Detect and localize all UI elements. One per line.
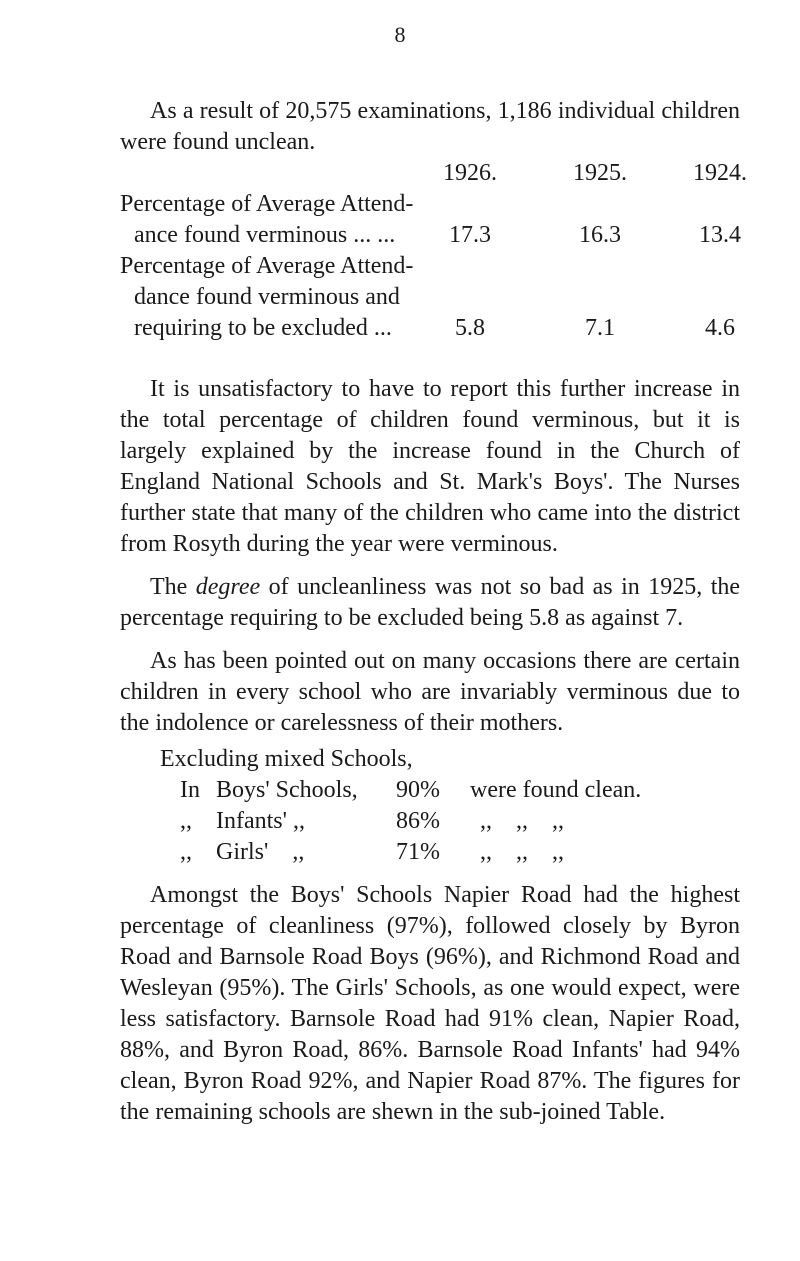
intro-text: As a result of 20,575 examinations, 1,186 individual children were found unclean. bbox=[120, 98, 740, 155]
stats-row-2-line-2 bbox=[120, 282, 740, 313]
year-1924: 1924. bbox=[693, 160, 747, 186]
cleanliness-school: Infants' ,, bbox=[216, 808, 305, 834]
cleanliness-percentage: 71% bbox=[396, 839, 440, 865]
cleanliness-tail: ,, ,, ,, bbox=[480, 839, 564, 865]
cleanliness-row bbox=[160, 775, 720, 806]
final-paragraph-block bbox=[120, 880, 740, 1128]
cleanliness-summary bbox=[160, 744, 720, 868]
paragraph-degree-end: of uncleanliness was not so bad as in 1925, the percentage requiring to be excluded being 5.8 as against 7. bbox=[120, 574, 741, 631]
cleanliness-prefix: ,, bbox=[180, 839, 192, 865]
cleanliness-school: Boys' Schools, bbox=[216, 777, 358, 803]
body-paragraphs bbox=[120, 374, 740, 739]
cleanliness-percentage: 90% bbox=[396, 777, 440, 803]
verminous-stats-table bbox=[120, 158, 747, 344]
paragraph-boys-schools: Amongst the Boys' Schools Napier Road had the highest percentage of cleanliness (97%), followed closely by Byron Road and Barnsole Road Boys (96%), and Richmond Road and Wesleyan (95%). The Girls' Schools, as one would expect, were less satisfactory. Barnsole Road had 91% clean, Napier Road, 88%, and Byron Road, 86%. Barnsole Road Infants' had 94% clean, Byron Road 92%, and Napier Road 87%. The figures for the remaining schools are shewn in the sub-joined Table. bbox=[120, 882, 740, 1125]
year-1925: 1925. bbox=[573, 160, 627, 186]
stats-row-label: requiring to be excluded ... bbox=[134, 315, 392, 341]
stats-value: 7.1 bbox=[585, 315, 615, 341]
stats-row-2-line-1 bbox=[120, 251, 740, 282]
paragraph-vermin-occasions: As has been pointed out on many occasions there are certain children in every school who are invariably verminous due to the indolence or carelessness of their mothers. bbox=[120, 648, 740, 736]
stats-value: 17.3 bbox=[449, 222, 491, 248]
stats-value: 4.6 bbox=[705, 315, 735, 341]
cleanliness-prefix: ,, bbox=[180, 808, 192, 834]
stats-value: 16.3 bbox=[579, 222, 621, 248]
cleanliness-heading-text: Excluding mixed Schools, bbox=[160, 746, 413, 772]
cleanliness-percentage: 86% bbox=[396, 808, 440, 834]
cleanliness-school: Girls' ,, bbox=[216, 839, 305, 865]
stats-row-label: Percentage of Average Attend- bbox=[120, 191, 414, 217]
stats-year-header bbox=[120, 158, 747, 189]
stats-row-label: Percentage of Average Attend- bbox=[120, 253, 414, 279]
cleanliness-tail: were found clean. bbox=[470, 777, 642, 803]
stats-row-label: ance found verminous ... ... bbox=[134, 222, 396, 248]
stats-row-1-line-2 bbox=[120, 220, 740, 251]
cleanliness-tail: ,, ,, ,, bbox=[480, 808, 564, 834]
stats-row-label: dance found verminous and bbox=[134, 284, 400, 310]
stats-value: 13.4 bbox=[699, 222, 741, 248]
stats-row-2-line-3 bbox=[120, 313, 740, 344]
stats-value: 5.8 bbox=[455, 315, 485, 341]
paragraph-unsatisfactory: It is unsatisfactory to have to report this further increase in the total percentage of children found verminous, but it is largely explained by the increase found in the Church of England National Schools and St. Mark's Boys'. The Nurses further state that many of the children who came into the district from Rosyth during the year were verminous. bbox=[120, 376, 740, 557]
cleanliness-row bbox=[160, 806, 720, 837]
paragraph-degree bbox=[120, 572, 740, 634]
cleanliness-heading bbox=[160, 744, 720, 775]
intro-paragraph bbox=[120, 96, 740, 158]
paragraph-degree-emphasis: degree bbox=[195, 574, 261, 600]
cleanliness-prefix: In bbox=[180, 777, 200, 803]
cleanliness-row bbox=[160, 837, 720, 868]
year-1926: 1926. bbox=[443, 160, 497, 186]
page-number: 8 bbox=[394, 22, 406, 47]
paragraph-degree-start: The bbox=[150, 574, 196, 600]
stats-row-1-line-1 bbox=[120, 189, 740, 220]
